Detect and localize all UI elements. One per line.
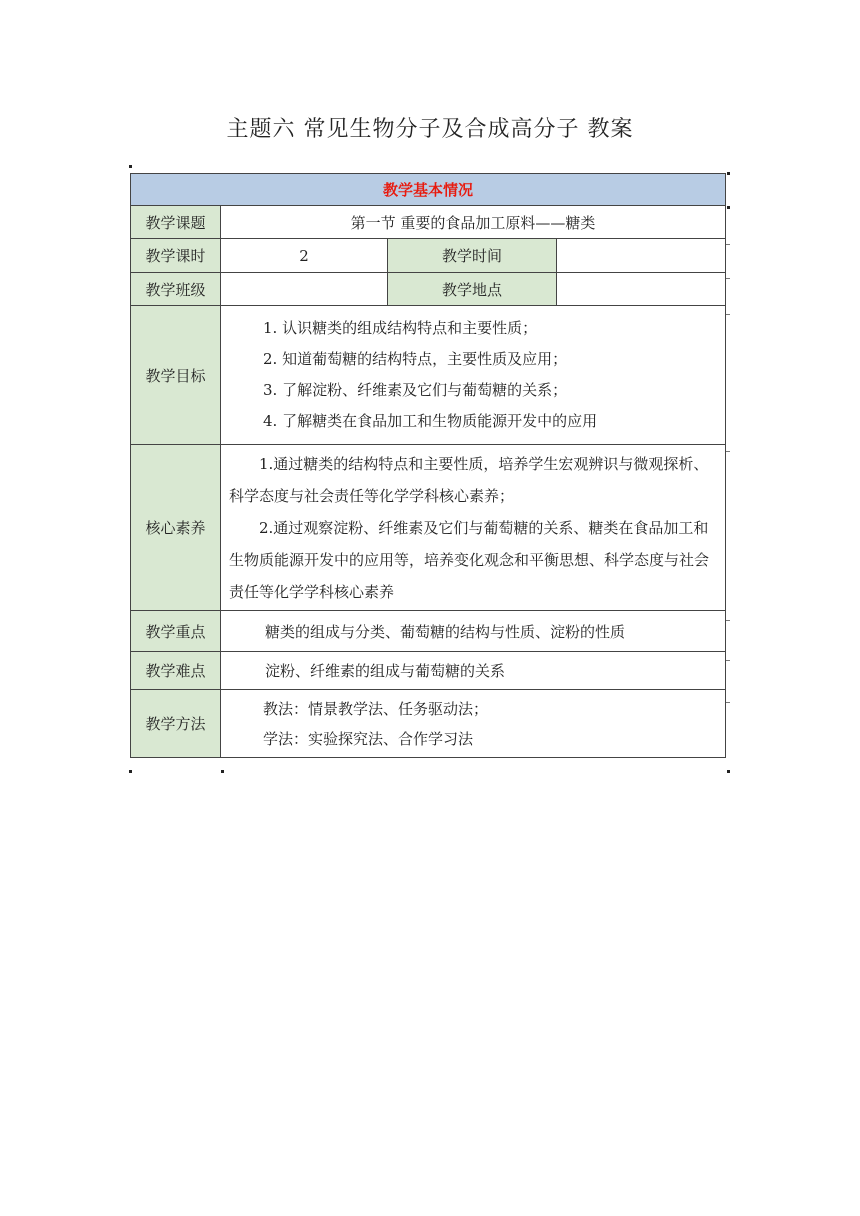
time-label: 教学时间 — [388, 239, 557, 273]
objective-item: 1. 认识糖类的组成结构特点和主要性质； — [263, 319, 538, 337]
objectives-cell — [221, 306, 726, 445]
literacy-label: 核心素养 — [131, 445, 221, 611]
row-end-mark — [726, 314, 730, 315]
corner-mark — [727, 206, 730, 209]
difficulties-label: 教学难点 — [131, 652, 221, 690]
class-value — [221, 273, 388, 306]
literacy-paragraph: 1.通过糖类的结构特点和主要性质，培养学生宏观辨识与微观探析、科学态度与社会责任等化学学科核心素养； — [229, 454, 709, 505]
lesson-plan-table — [130, 173, 726, 758]
objective-item: 2. 知道葡萄糖的结构特点，主要性质及应用； — [263, 350, 568, 368]
key-points-label: 教学重点 — [131, 611, 221, 652]
topic-value: 第一节 重要的食品加工原料——糖类 — [221, 206, 726, 239]
row-end-mark — [726, 620, 730, 621]
literacy-paragraph: 2.通过观察淀粉、纤维素及它们与葡萄糖的关系、糖类在食品加工和生物质能源开发中的应用等，培养变化观念和平衡思想、科学态度与社会责任等化学学科核心素养 — [229, 518, 710, 601]
row-end-mark — [726, 278, 730, 279]
objective-item: 4. 了解糖类在食品加工和生物质能源开发中的应用 — [263, 412, 598, 430]
row-end-mark — [726, 660, 730, 661]
place-label: 教学地点 — [388, 273, 557, 306]
corner-mark — [129, 165, 132, 168]
topic-label: 教学课题 — [131, 206, 221, 239]
objectives-list — [221, 307, 725, 443]
key-points-value: 糖类的组成与分类、葡萄糖的结构与性质、淀粉的性质 — [221, 611, 726, 652]
objective-item: 3. 了解淀粉、纤维素及它们与葡萄糖的关系； — [263, 381, 568, 399]
table-header: 教学基本情况 — [131, 174, 726, 206]
time-value — [557, 239, 726, 273]
teaching-method: 教法：情景教学法、任务驱动法； — [263, 699, 489, 718]
place-value — [557, 273, 726, 306]
corner-mark — [221, 770, 224, 773]
difficulties-value: 淀粉、纤维素的组成与葡萄糖的关系 — [221, 652, 726, 690]
methods-label: 教学方法 — [131, 690, 221, 758]
row-end-mark — [726, 702, 730, 703]
methods-cell — [221, 690, 726, 758]
corner-mark — [727, 172, 730, 175]
hours-value: 2 — [221, 239, 388, 273]
hours-label: 教学课时 — [131, 239, 221, 273]
corner-mark — [727, 770, 730, 773]
corner-mark — [129, 770, 132, 773]
objectives-label: 教学目标 — [131, 306, 221, 445]
row-end-mark — [726, 451, 730, 452]
class-label: 教学班级 — [131, 273, 221, 306]
document-title: 主题六 常见生物分子及合成高分子 教案 — [226, 117, 634, 142]
row-end-mark — [726, 244, 730, 245]
literacy-cell — [221, 445, 726, 611]
learning-method: 学法：实验探究法、合作学习法 — [263, 729, 474, 748]
